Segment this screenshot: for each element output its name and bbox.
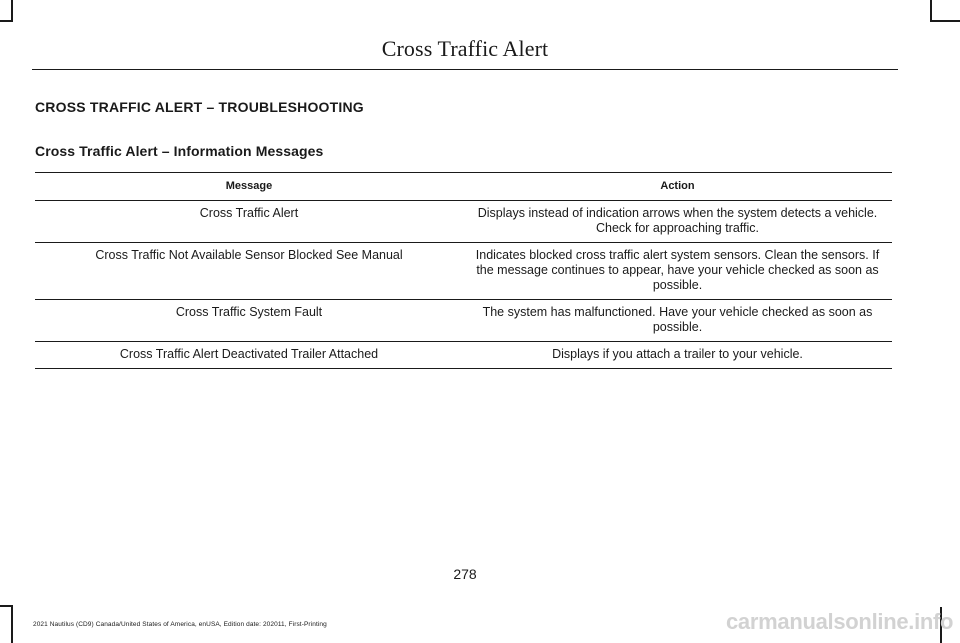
- crop-mark-bottom-left-horizontal: [0, 605, 12, 607]
- crop-mark-bottom-left-vertical: [11, 605, 13, 643]
- action-cell: Displays instead of indication arrows when the system detects a vehicle. Check for approaching traffic.: [463, 201, 892, 243]
- edition-footer: 2021 Nautilus (CD9) Canada/United States of America, enUSA, Edition date: 202011, First-Printing: [33, 621, 327, 628]
- crop-mark-top-right-vertical: [930, 0, 932, 22]
- page-number: 278: [453, 566, 477, 582]
- table-heading: Cross Traffic Alert – Information Messages: [35, 143, 324, 159]
- page-title: Cross Traffic Alert: [381, 36, 549, 61]
- action-cell: Indicates blocked cross traffic alert system sensors. Clean the sensors. If the message continues to appear, have your vehicle checked as soon as possible.: [463, 243, 892, 300]
- table-header-row: [35, 173, 892, 201]
- watermark: carmanualsonline.info: [726, 609, 954, 634]
- table-row: [35, 243, 892, 300]
- table-row: [35, 342, 892, 369]
- message-cell: Cross Traffic Not Available Sensor Blocked See Manual: [35, 243, 463, 300]
- column-header-action: Action: [463, 173, 892, 201]
- action-cell: The system has malfunctioned. Have your vehicle checked as soon as possible.: [463, 300, 892, 342]
- crop-mark-top-left-vertical: [11, 0, 13, 22]
- table-row: [35, 300, 892, 342]
- header-divider: [32, 69, 898, 70]
- message-cell: Cross Traffic Alert: [35, 201, 463, 243]
- crop-mark-top-right-horizontal: [931, 20, 960, 22]
- action-cell: Displays if you attach a trailer to your vehicle.: [463, 342, 892, 369]
- table-row: [35, 201, 892, 243]
- crop-mark-top-left-horizontal: [0, 20, 12, 22]
- section-heading: CROSS TRAFFIC ALERT – TROUBLESHOOTING: [35, 99, 364, 115]
- message-cell: Cross Traffic Alert Deactivated Trailer Attached: [35, 342, 463, 369]
- column-header-message: Message: [35, 173, 463, 201]
- message-cell: Cross Traffic System Fault: [35, 300, 463, 342]
- information-messages-table: [35, 172, 892, 369]
